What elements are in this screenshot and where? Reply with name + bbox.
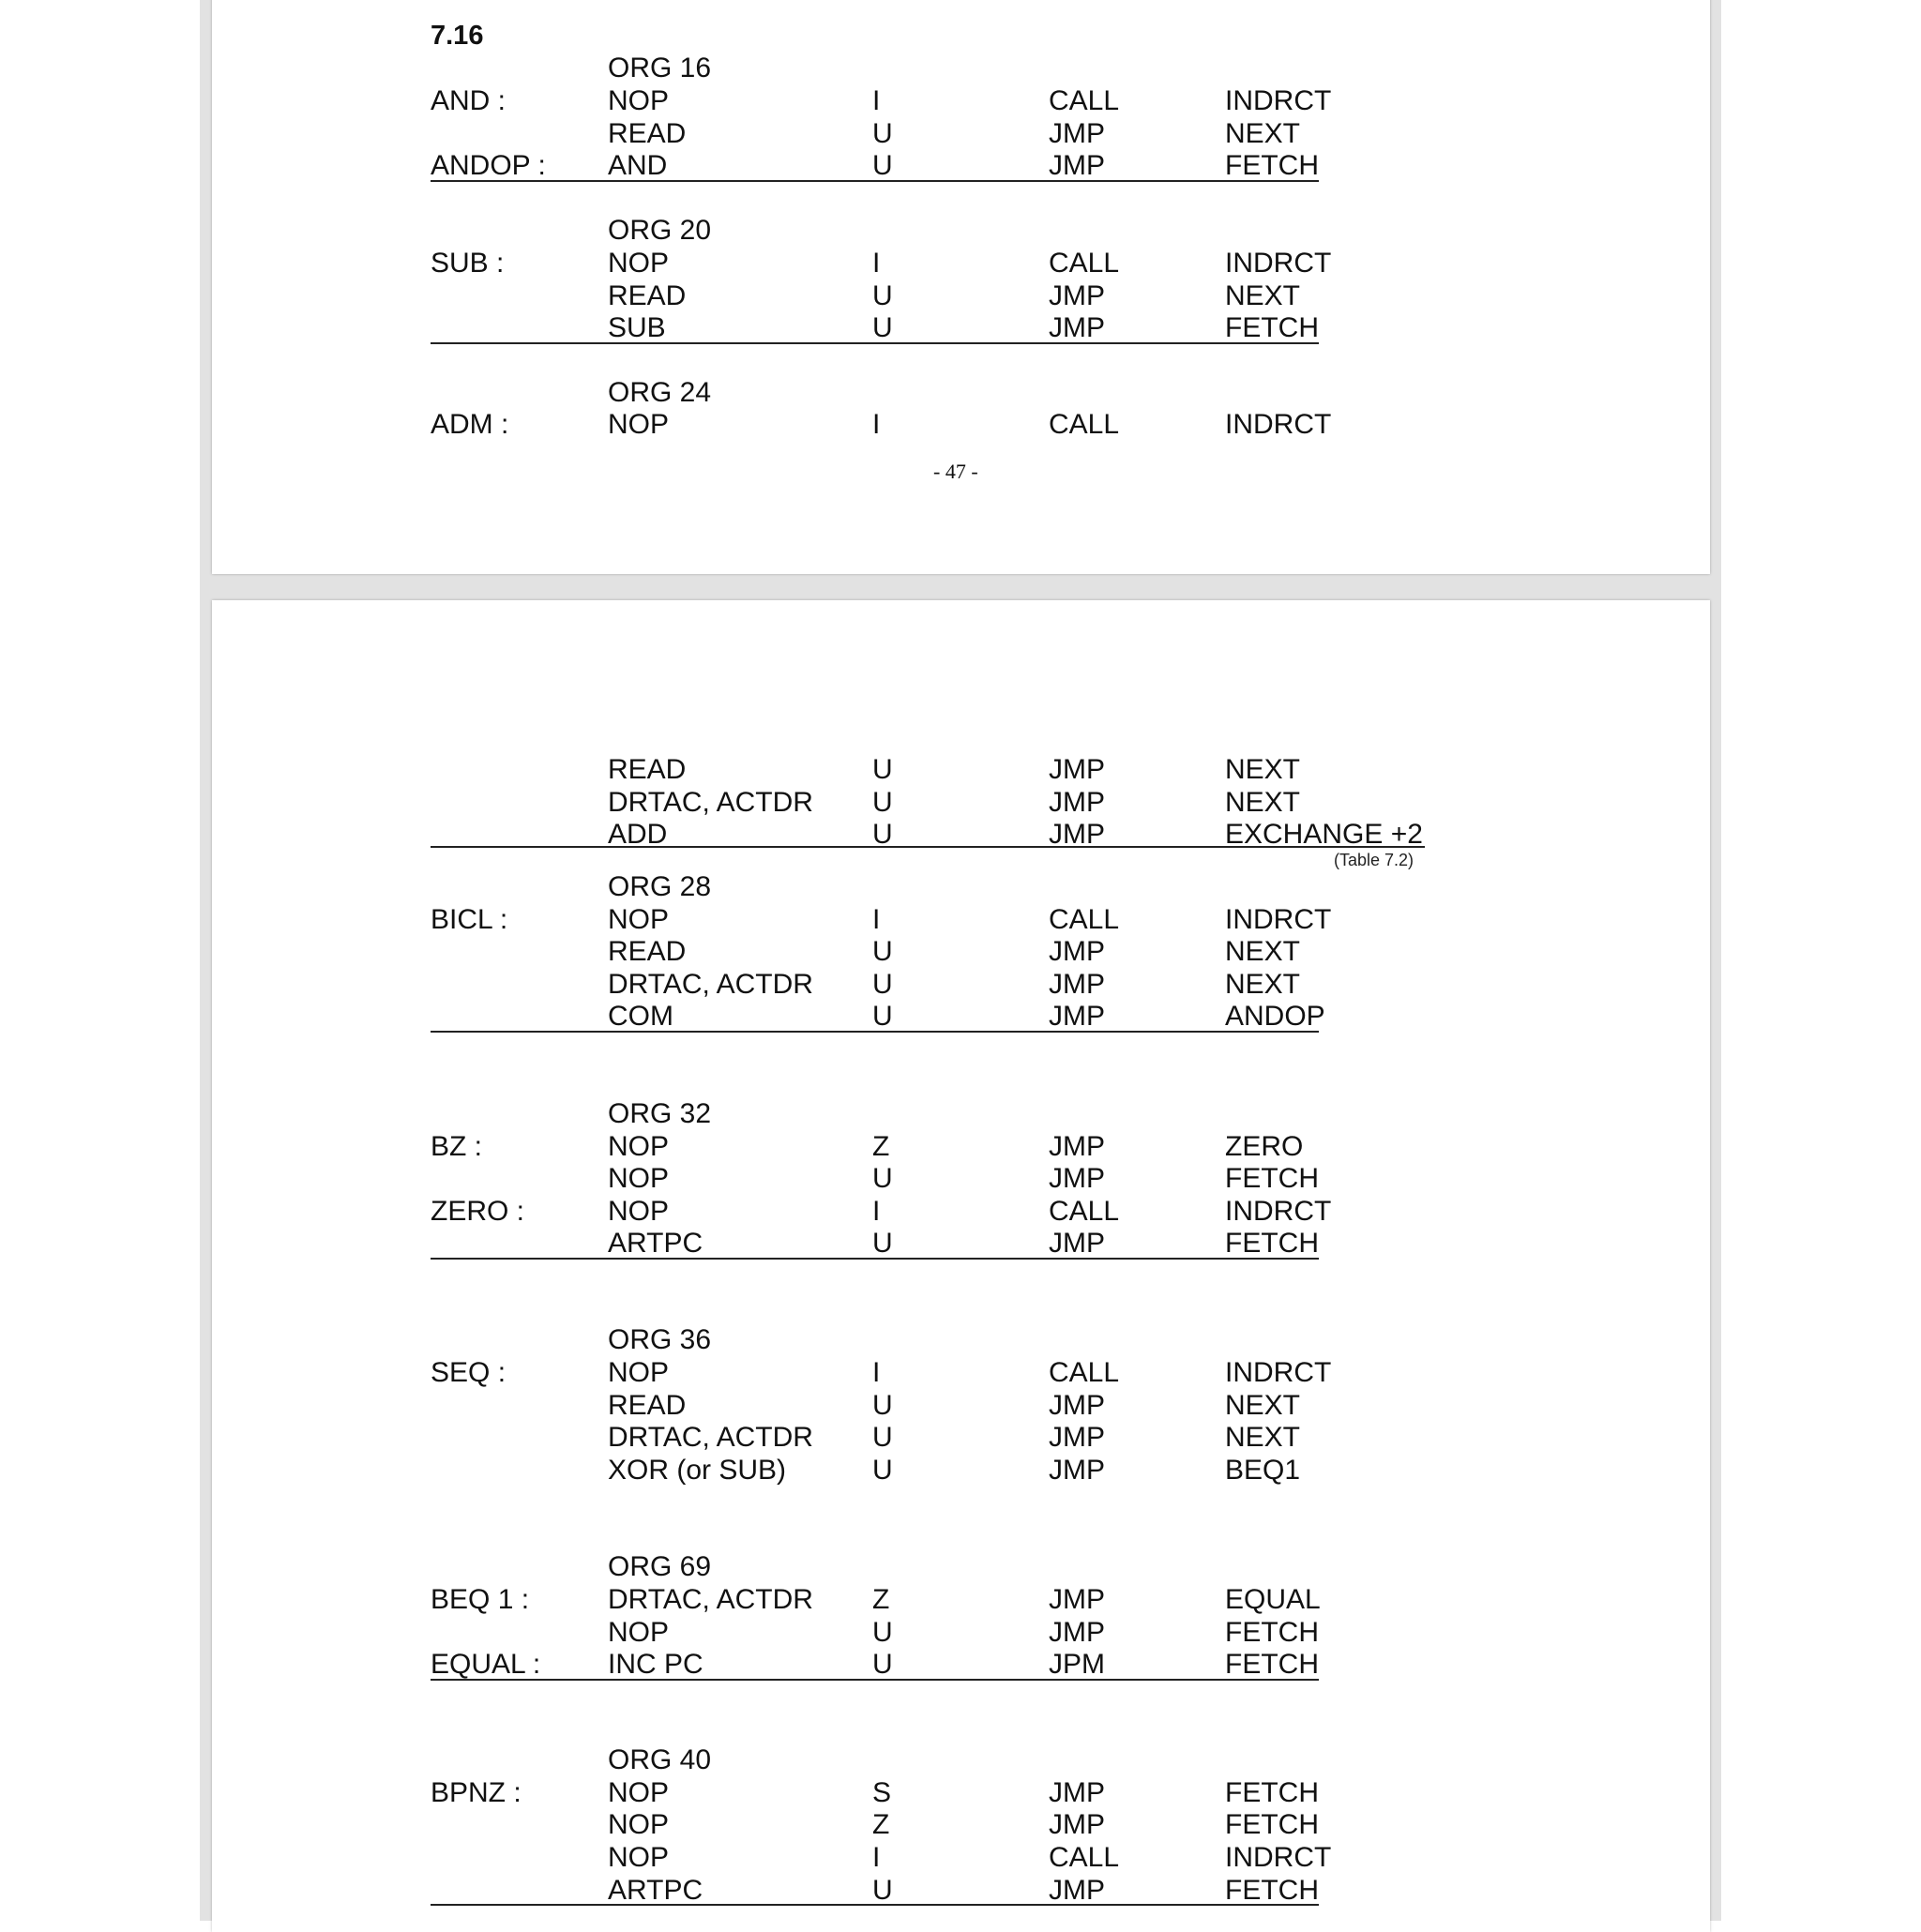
row-condition: I — [872, 1842, 881, 1873]
row-address: BEQ1 — [1225, 1455, 1301, 1486]
row-branch: JPM — [1049, 1649, 1105, 1680]
row-label: ADM : — [431, 409, 509, 440]
row-operation: AND — [608, 150, 668, 181]
row-address: FETCH — [1225, 1649, 1319, 1680]
row-operation: NOP — [608, 1617, 670, 1648]
row-operation: NOP — [608, 1357, 670, 1388]
row-address: INDRCT — [1225, 1842, 1332, 1873]
row-operation: ORG 28 — [608, 871, 712, 902]
block-separator-rule — [431, 846, 1425, 848]
row-branch: JMP — [1049, 1163, 1105, 1194]
row-operation: NOP — [608, 1131, 670, 1162]
row-operation: ORG 32 — [608, 1098, 712, 1129]
row-branch: JMP — [1049, 312, 1105, 343]
row-branch: JMP — [1049, 280, 1105, 311]
row-operation: NOP — [608, 85, 670, 116]
row-condition: U — [872, 312, 893, 343]
row-operation: NOP — [608, 1842, 670, 1873]
block-separator-rule — [431, 180, 1319, 182]
row-condition: Z — [872, 1584, 890, 1615]
row-condition: U — [872, 1001, 893, 1032]
row-condition: U — [872, 1228, 893, 1259]
row-condition: U — [872, 936, 893, 967]
row-address: NEXT — [1225, 969, 1301, 1000]
row-operation: READ — [608, 280, 687, 311]
row-address: EQUAL — [1225, 1584, 1321, 1615]
block-separator-rule — [431, 342, 1319, 344]
row-branch: JMP — [1049, 936, 1105, 967]
row-branch: JMP — [1049, 969, 1105, 1000]
row-address: INDRCT — [1225, 1357, 1332, 1388]
row-condition: U — [872, 754, 893, 785]
row-branch: JMP — [1049, 1422, 1105, 1453]
row-operation: ORG 24 — [608, 377, 712, 408]
row-address: FETCH — [1225, 1228, 1319, 1259]
row-address: INDRCT — [1225, 409, 1332, 440]
row-operation: ORG 36 — [608, 1324, 712, 1355]
row-address: INDRCT — [1225, 85, 1332, 116]
row-operation: ADD — [608, 819, 668, 850]
row-condition: U — [872, 969, 893, 1000]
row-operation: READ — [608, 1390, 687, 1421]
row-condition: U — [872, 1617, 893, 1648]
row-address: FETCH — [1225, 1163, 1319, 1194]
row-branch: CALL — [1049, 85, 1120, 116]
row-condition: U — [872, 787, 893, 818]
row-address: FETCH — [1225, 312, 1319, 343]
block-separator-rule — [431, 1031, 1319, 1033]
row-operation: DRTAC, ACTDR — [608, 969, 813, 1000]
row-operation: READ — [608, 754, 687, 785]
section-number: 7.16 — [431, 21, 484, 51]
row-branch: JMP — [1049, 1001, 1105, 1032]
row-operation: NOP — [608, 248, 670, 279]
row-label: BICL : — [431, 904, 508, 935]
row-branch: JMP — [1049, 819, 1105, 850]
row-operation: NOP — [608, 1163, 670, 1194]
row-address: FETCH — [1225, 1777, 1319, 1808]
page-number: - 47 - — [933, 460, 978, 483]
row-branch: JMP — [1049, 754, 1105, 785]
row-operation: DRTAC, ACTDR — [608, 1584, 813, 1615]
row-address: INDRCT — [1225, 248, 1332, 279]
row-operation: ARTPC — [608, 1875, 703, 1906]
table-reference-note: (Table 7.2) — [1334, 851, 1414, 869]
row-address: ANDOP — [1225, 1001, 1325, 1032]
row-address: FETCH — [1225, 1875, 1319, 1906]
row-condition: U — [872, 1390, 893, 1421]
block-separator-rule — [431, 1258, 1319, 1260]
row-address: INDRCT — [1225, 904, 1332, 935]
row-condition: U — [872, 819, 893, 850]
row-address: NEXT — [1225, 280, 1301, 311]
row-condition: U — [872, 1422, 893, 1453]
row-operation: COM — [608, 1001, 673, 1032]
row-condition: I — [872, 904, 881, 935]
row-branch: CALL — [1049, 409, 1120, 440]
row-label: EQUAL : — [431, 1649, 541, 1680]
row-condition: U — [872, 280, 893, 311]
row-operation: SUB — [608, 312, 666, 343]
row-address: EXCHANGE +2 — [1225, 819, 1423, 850]
row-label: ZERO : — [431, 1196, 525, 1227]
row-branch: CALL — [1049, 904, 1120, 935]
row-branch: JMP — [1049, 787, 1105, 818]
row-address: NEXT — [1225, 936, 1301, 967]
row-condition: U — [872, 150, 893, 181]
row-address: NEXT — [1225, 754, 1301, 785]
row-address: ZERO — [1225, 1131, 1304, 1162]
row-label: BZ : — [431, 1131, 483, 1162]
row-condition: I — [872, 248, 881, 279]
row-branch: JMP — [1049, 118, 1105, 149]
row-address: FETCH — [1225, 1809, 1319, 1840]
row-address: FETCH — [1225, 1617, 1319, 1648]
row-condition: Z — [872, 1131, 890, 1162]
row-operation: ORG 20 — [608, 215, 712, 246]
row-operation: NOP — [608, 904, 670, 935]
row-branch: JMP — [1049, 1875, 1105, 1906]
row-branch: JMP — [1049, 1777, 1105, 1808]
row-operation: NOP — [608, 1196, 670, 1227]
row-operation: NOP — [608, 1777, 670, 1808]
row-operation: READ — [608, 118, 687, 149]
row-branch: JMP — [1049, 1455, 1105, 1486]
row-condition: I — [872, 1357, 881, 1388]
row-address: INDRCT — [1225, 1196, 1332, 1227]
row-branch: CALL — [1049, 1357, 1120, 1388]
row-operation: ARTPC — [608, 1228, 703, 1259]
row-branch: CALL — [1049, 1842, 1120, 1873]
row-operation: ORG 16 — [608, 53, 712, 83]
row-operation: NOP — [608, 1809, 670, 1840]
row-condition: U — [872, 1875, 893, 1906]
row-address: NEXT — [1225, 787, 1301, 818]
row-branch: JMP — [1049, 1584, 1105, 1615]
row-branch: JMP — [1049, 1809, 1105, 1840]
row-condition: S — [872, 1777, 892, 1808]
row-operation: DRTAC, ACTDR — [608, 1422, 813, 1453]
row-label: SUB : — [431, 248, 505, 279]
block-separator-rule — [431, 1679, 1319, 1681]
row-branch: JMP — [1049, 150, 1105, 181]
row-branch: JMP — [1049, 1390, 1105, 1421]
row-label: SEQ : — [431, 1357, 507, 1388]
row-condition: U — [872, 1649, 893, 1680]
row-branch: CALL — [1049, 1196, 1120, 1227]
row-condition: U — [872, 1455, 893, 1486]
row-label: BEQ 1 : — [431, 1584, 530, 1615]
row-address: FETCH — [1225, 150, 1319, 181]
row-operation: ORG 40 — [608, 1744, 712, 1775]
row-condition: I — [872, 85, 881, 116]
row-condition: U — [872, 1163, 893, 1194]
row-condition: I — [872, 1196, 881, 1227]
document-page-48 — [212, 600, 1710, 1932]
row-operation: ORG 69 — [608, 1551, 712, 1582]
row-label: ANDOP : — [431, 150, 546, 181]
row-branch: JMP — [1049, 1617, 1105, 1648]
row-label: BPNZ : — [431, 1777, 522, 1808]
row-address: NEXT — [1225, 1422, 1301, 1453]
row-operation: XOR (or SUB) — [608, 1455, 787, 1486]
row-operation: READ — [608, 936, 687, 967]
row-branch: JMP — [1049, 1228, 1105, 1259]
block-separator-rule — [431, 1904, 1319, 1906]
row-condition: U — [872, 118, 893, 149]
row-branch: JMP — [1049, 1131, 1105, 1162]
row-branch: CALL — [1049, 248, 1120, 279]
row-operation: NOP — [608, 409, 670, 440]
row-address: NEXT — [1225, 118, 1301, 149]
row-address: NEXT — [1225, 1390, 1301, 1421]
row-condition: Z — [872, 1809, 890, 1840]
row-label: AND : — [431, 85, 507, 116]
row-operation: INC PC — [608, 1649, 703, 1680]
row-operation: DRTAC, ACTDR — [608, 787, 813, 818]
row-condition: I — [872, 409, 881, 440]
